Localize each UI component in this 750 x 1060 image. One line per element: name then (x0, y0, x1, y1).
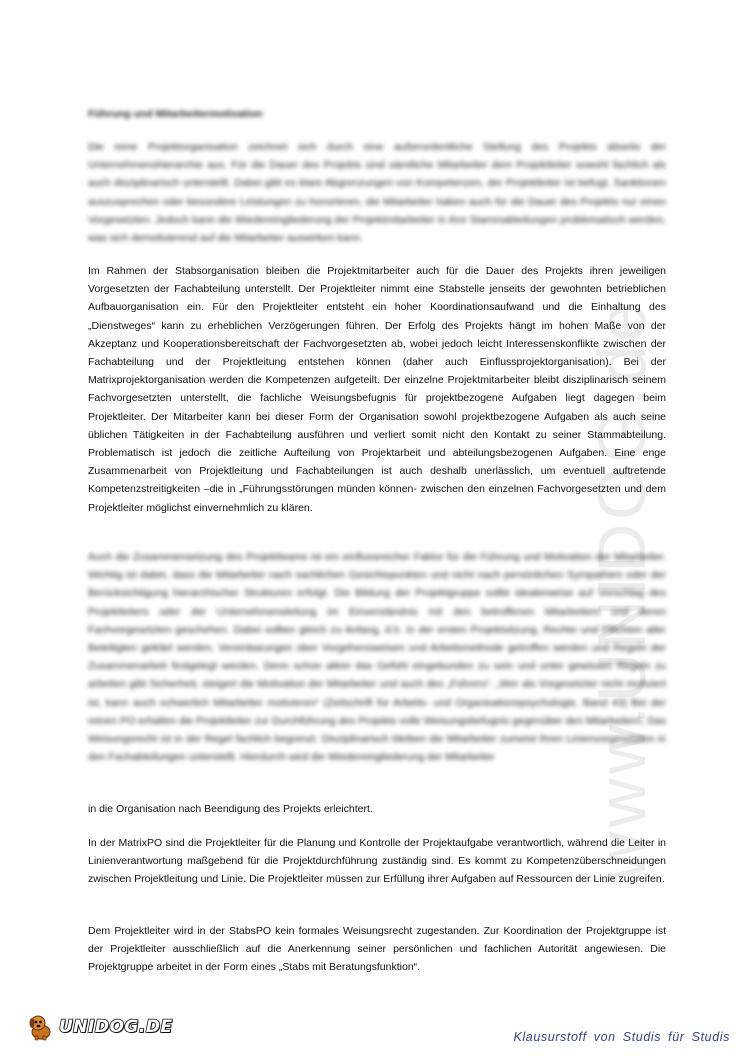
intro-paragraph-blurred: Die reine Projektorganisation zeichnet sich durch eine außerordentliche Stellung des Projekts abseits der Unternehmenshierarchie aus. Für die Dauer des Projekts sind sämtliche Mitarbeiter dem Projektleiter sowohl fachlich als auch disziplinarisch unterstellt. Dabei gibt es klare Abgrenzungen von Kompetenzen, der Projektleiter ist befugt, Sanktionen auszusprechen oder besondere Leistungen zu honorieren, die Mitarbeiter haben auch für die Dauer des Projekts nur einen Vorgesetzten. Jedoch kann die Wiedereingliederung der Projektmitarbeiter in ihre Stammabteilungen problematisch werden, was sich demotivierend auf die Mitarbeiter auswirken kann. (88, 141, 666, 245)
paragraph-stabspo: Dem Projektleiter wird in der StabsPO kein formales Weisungsrecht zugestanden. Zur Koordination der Projektgruppe ist der Projektleiter ausschließlich auf die Anerkennung seiner persönlichen und fachlichen Autorität angewiesen. Die Projektgruppe arbeitet in der Form eines „Stabs mit Beratungsfunktion“. (88, 925, 666, 974)
middle-paragraph-tail: in die Organisation nach Beendigung des Projekts erleichtert. (88, 803, 373, 815)
section-heading: Führung und Mitarbeitermotivation (88, 108, 263, 120)
paragraph-matrixpo: In der MatrixPO sind die Projektleiter für die Planung und Kontrolle der Projektaufgabe verantwortlich, während die Leiter in Linienverantwortung maßgebend für die Projektdurchführung zuständig sind. Es kommt zu Kompetenzüberschneidungen zwischen Projektleitung und Linie. Die Projektleiter müssen zur Erfüllung ihrer Aufgaben auf Ressourcen der Linie zugreifen. (88, 837, 666, 886)
logo-wordmark: UNIDOG.DE (59, 1017, 173, 1037)
dog-mascot-icon (26, 1012, 56, 1042)
footer-tagline: Klausurstoff von Studis für Studis (513, 1030, 730, 1044)
unidog-logo[interactable] (26, 1012, 173, 1042)
paragraph-stabsorganisation: Im Rahmen der Stabsorganisation bleiben die Projektmitarbeiter auch für die Dauer des Projekts ihren jeweiligen Vorgesetzten der Fachabteilung unterstellt. Der Projektleiter nimmt eine Stabstelle jenseits der gewohnten betrieblichen Aufbauorganisation ein. Für den Projektleiter entsteht ein hoher Koordinationsaufwand und die Einhaltung des „Dienstweges“ kann zu erheblichen Verzögerungen führen. Der Erfolg des Projekts hängt im hohen Maße von der Akzeptanz und Kooperationsbereitschaft der Fachvorgesetzten ab, wobei jedoch leicht Interessenskonflikte zwischen der Fachabteilung und der Projektleitung entstehen können (daher auch Einflussprojektorganisation). Bei der Matrixprojektorganisation werden die Kompetenzen aufgeteilt. Der einzelne Projektmitarbeiter bleibt disziplinarisch seinem Fachvorgesetzten unterstellt, die fachliche Weisungsbefugnis für projektbezogene Aufgaben liegt dagegen beim Projektleiter. Der Mitarbeiter kann bei dieser Form der Organisation sowohl projektbezogene Aufgaben als auch seine üblichen Tätigkeiten in der Fachabteilung ausführen und verliert somit nicht den Kontakt zu seiner Stammabteilung. Problematisch ist jedoch die zeitliche Aufteilung von Projektarbeit und abteilungsbezogenen Aufgaben. Eine enge Zusammenarbeit von Projektleitung und Fachabteilungen ist auch deshalb unerlässlich, um eventuell auftretende Kompetenzstreitigkeiten –die in „Führungsstörungen münden können- zwischen den einzelnen Fachvorgesetzten und dem Projektleiter möglichst einvernehmlich zu klären. (88, 265, 666, 514)
middle-paragraph-blurred: Auch die Zusammensetzung des Projektteams ist ein einflussreicher Faktor für die Führung und Motivation der Mitarbeiter. Wichtig ist dabei, dass die Mitarbeiter nach sachlichen Gesichtspunkten und nicht nach persönlichen Sympathien oder der Berücksichtigung hierarchischer Strukturen erfolgt. Die Bildung der Projektgruppe sollte idealerweise auf Vorschlag des Projektleiters oder der Unternehmensleitung im Einverständnis mit den betroffenen Mitarbeitern und deren Fachvorgesetzten geschehen. Dabei sollten gleich zu Anfang, d.h. in der ersten Projektsitzung, Rechte und Pflichten aller Beteiligten geklärt werden, Vereinbarungen über Vorgehensweisen und Arbeitsmethode getroffen werden und Regeln der Zusammenarbeit festgelegt werden. Denn schon allein das Gefühl eingebunden zu sein und unter gewissen Regeln zu arbeiten gibt Sicherheit, steigert die Motivation der Mitarbeiter und auch des „Führers“. „Wer als Vorgesetzter nicht motiviert ist, kann auch schwerlich Mitarbeiter motivieren“ (Zeitschrift für Arbeits- und Organisationspsychologie, Band 43) Bei der reinen PO erhalten die Projektleiter zur Durchführung des Projekts volle Weisungsbefugnis gegenüber den Mitarbeitern. Das Weisungsrecht ist in der Regel fachlich begrenzt. Disziplinarisch bleiben die Mitarbeiter zumeist ihren Linienvorgesetzten in den Fachabteilungen unterstellt. Hierdurch wird die Wiedereingliederung der Mitarbeiter (88, 551, 666, 764)
watermark: www.UNIDOG.de (584, 299, 660, 881)
